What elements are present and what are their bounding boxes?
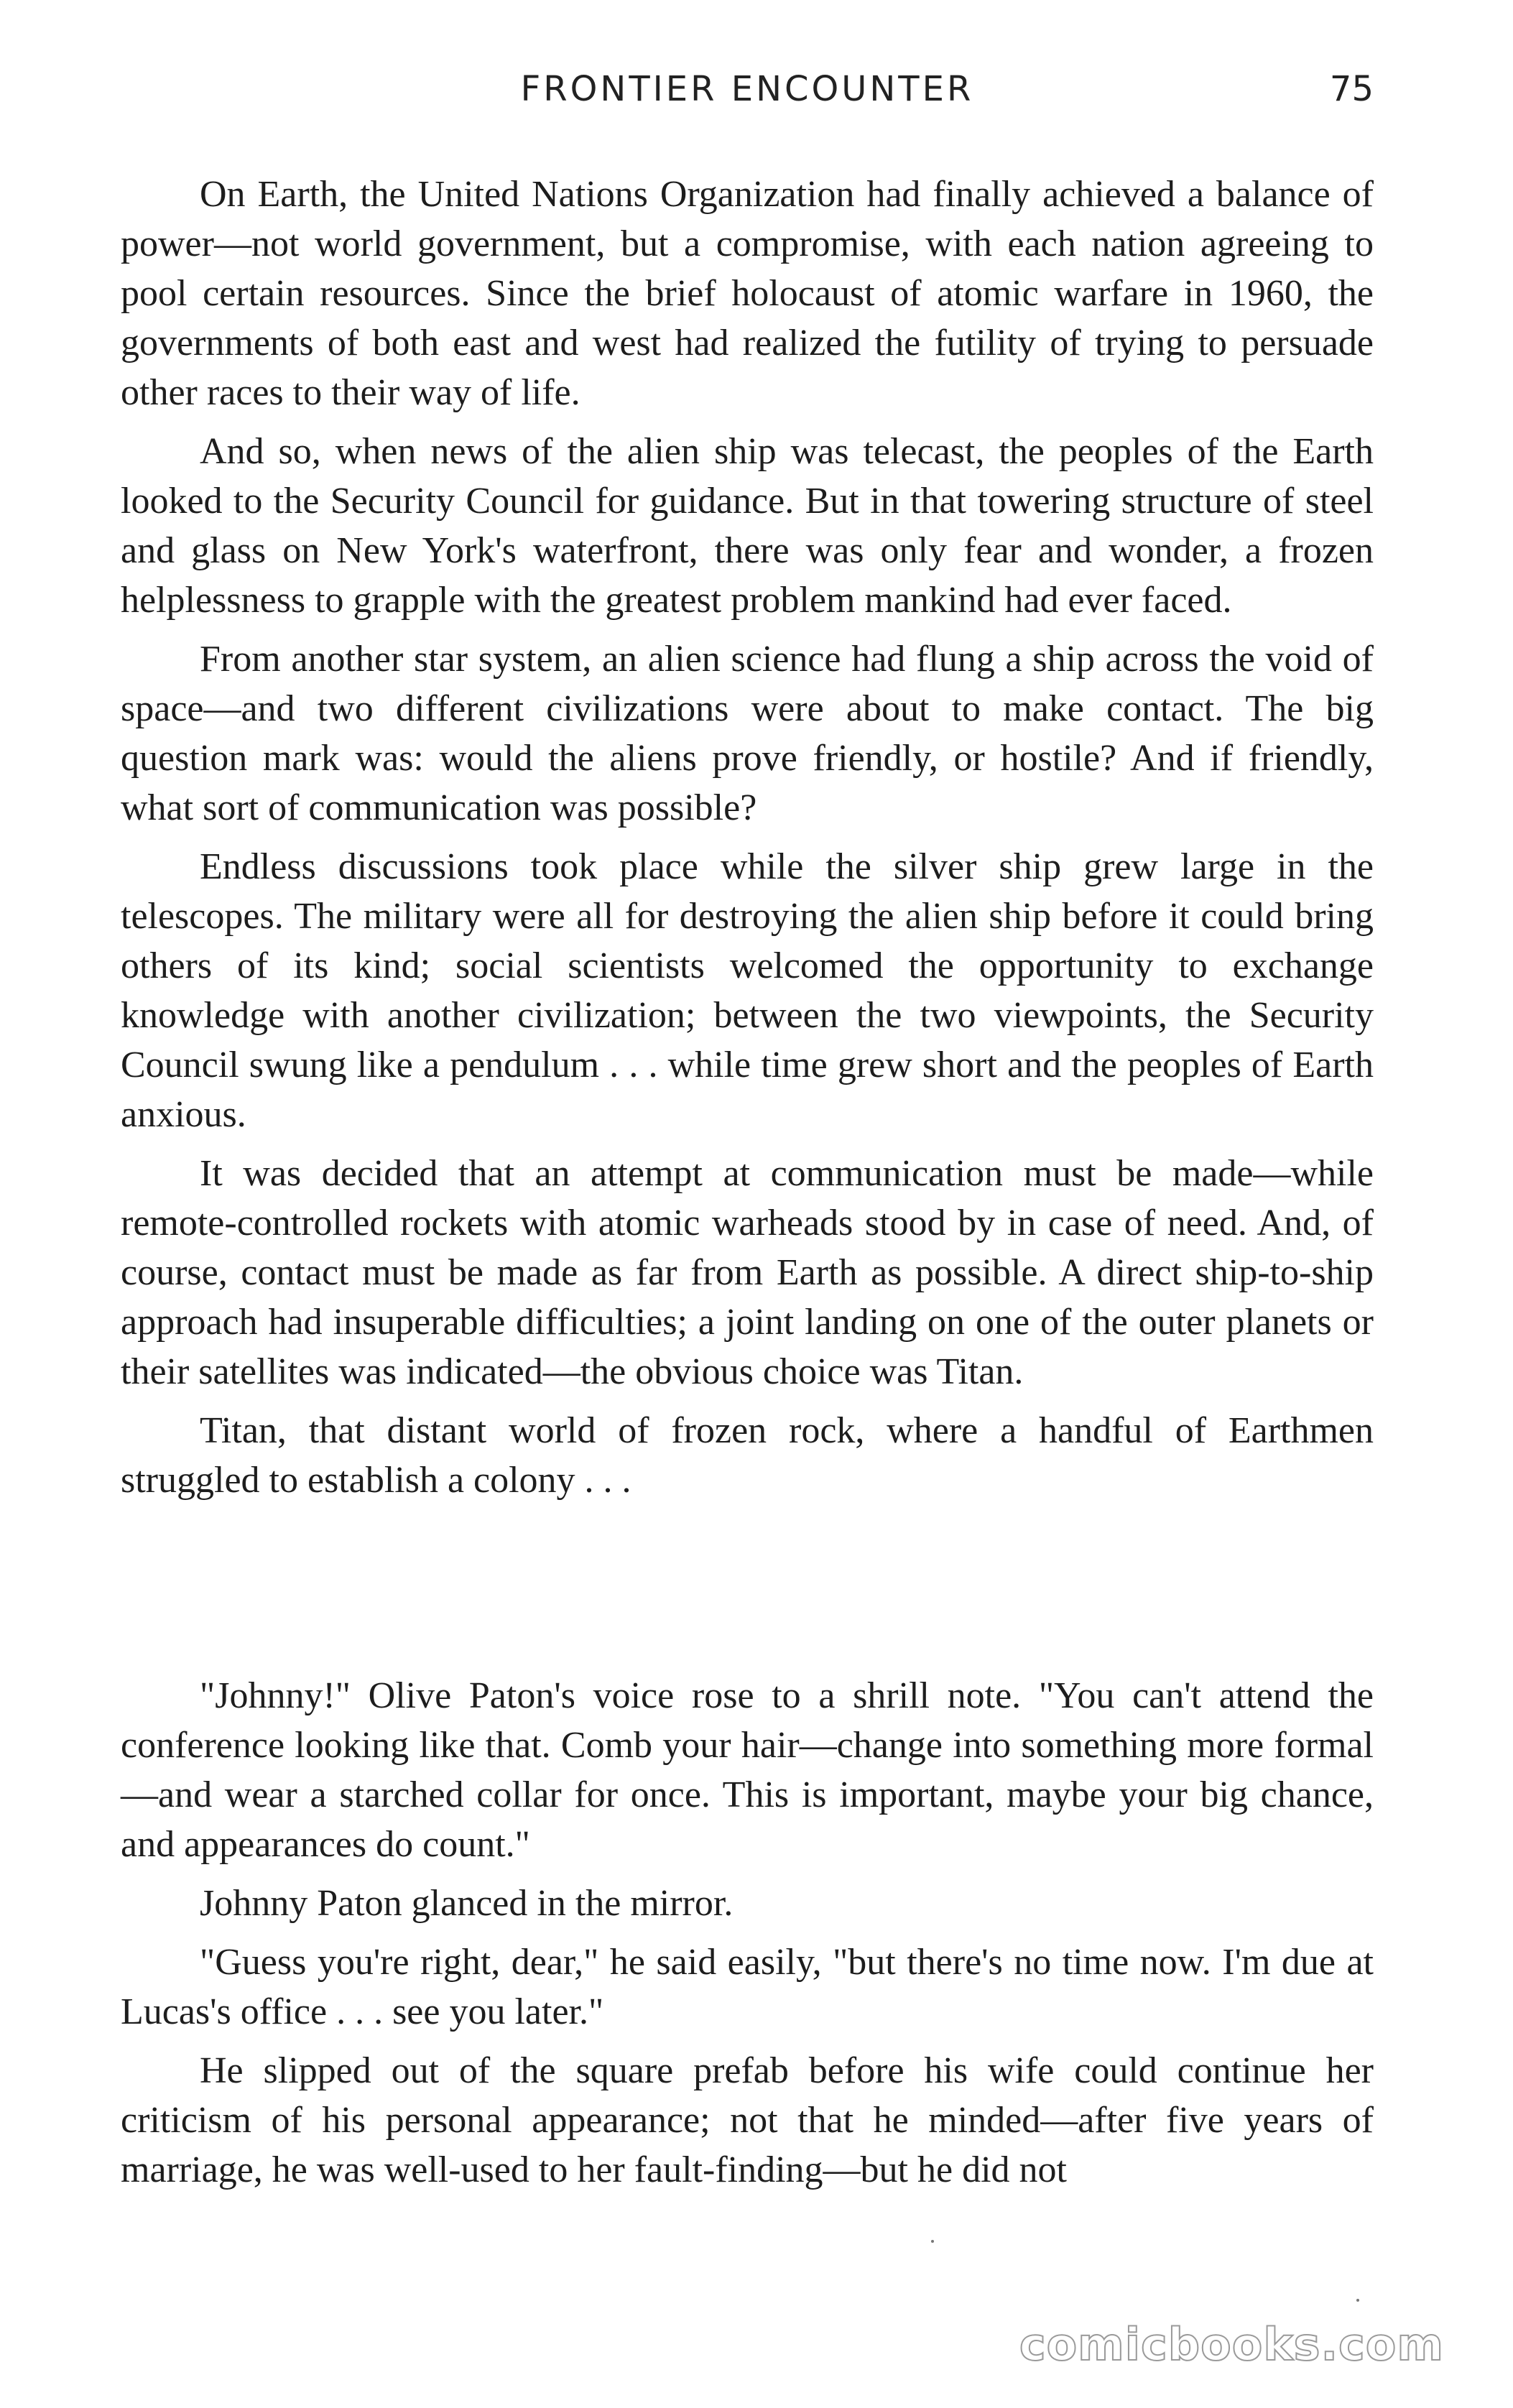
running-title: FRONTIER ENCOUNTER <box>520 69 974 109</box>
section-one <box>121 170 1374 1514</box>
paragraph: It was decided that an attempt at communication must be made—while remote-controlled rockets with atomic warheads stood by in case of need. And, of course, contact must be made as far from Earth as possible. A direct ship-to-ship approach had insuperable difficulties; a joint landing on one of the outer planets or their satellites was indicated—the obvious choice was Titan. <box>121 1153 1374 1392</box>
paragraph: He slipped out of the square prefab before his wife could continue her criticism of his personal appearance; not that he minded—after five years of marriage, he was well-used to her fault-finding—but he did not <box>121 2050 1374 2190</box>
page-number: 75 <box>1329 69 1374 109</box>
running-head <box>121 69 1374 134</box>
paragraph: Titan, that distant world of frozen rock, where a handful of Earthmen struggled to establish a colony . . . <box>121 1410 1374 1501</box>
paragraph: On Earth, the United Nations Organization had finally achieved a balance of power—not world government, but a compromise, with each nation agreeing to pool certain resources. Since the brief holocaust of atomic warfare in 1960, the governments of both east and west had realized the futility of trying to persuade other races to their way of life. <box>121 174 1374 413</box>
paragraph: Endless discussions took place while the silver ship grew large in the telescopes. The military were all for destroying the alien ship before it could bring others of its kind; social scientists welcomed the opportunity to exchange knowledge with another civilization; between the two viewpoints, the Security Council swung like a pendulum . . . while time grew short and the peoples of Earth anxious. <box>121 846 1374 1135</box>
paragraph: And so, when news of the alien ship was telecast, the peoples of the Earth looked to the Security Council for guidance. But in that towering structure of steel and glass on New York's waterfront, there was only fear and wonder, a frozen helplessness to grapple with the greatest problem mankind had ever faced. <box>121 431 1374 621</box>
section-two <box>121 1671 1374 2204</box>
book-page <box>121 69 1374 2353</box>
watermark-logo: comicbooks.com <box>1019 2318 1444 2371</box>
paragraph: Johnny Paton glanced in the mirror. <box>200 1883 734 1924</box>
scan-speck <box>1356 2299 1359 2302</box>
paragraph: "Guess you're right, dear," he said easily, "but there's no time now. I'm due at Lucas's office . . . see you later." <box>121 1942 1374 2032</box>
paragraph: "Johnny!" Olive Paton's voice rose to a shrill note. "You can't attend the conference looking like that. Comb your hair—change into something more formal—and wear a starched collar for once. This is important, maybe your big chance, and appearances do count." <box>121 1675 1374 1865</box>
scan-speck <box>931 2240 934 2243</box>
paragraph: From another star system, an alien science had flung a ship across the void of space—and two different civilizations were about to make contact. The big question mark was: would the aliens prove friendly, or hostile? And if friendly, what sort of communication was possible? <box>121 639 1374 828</box>
